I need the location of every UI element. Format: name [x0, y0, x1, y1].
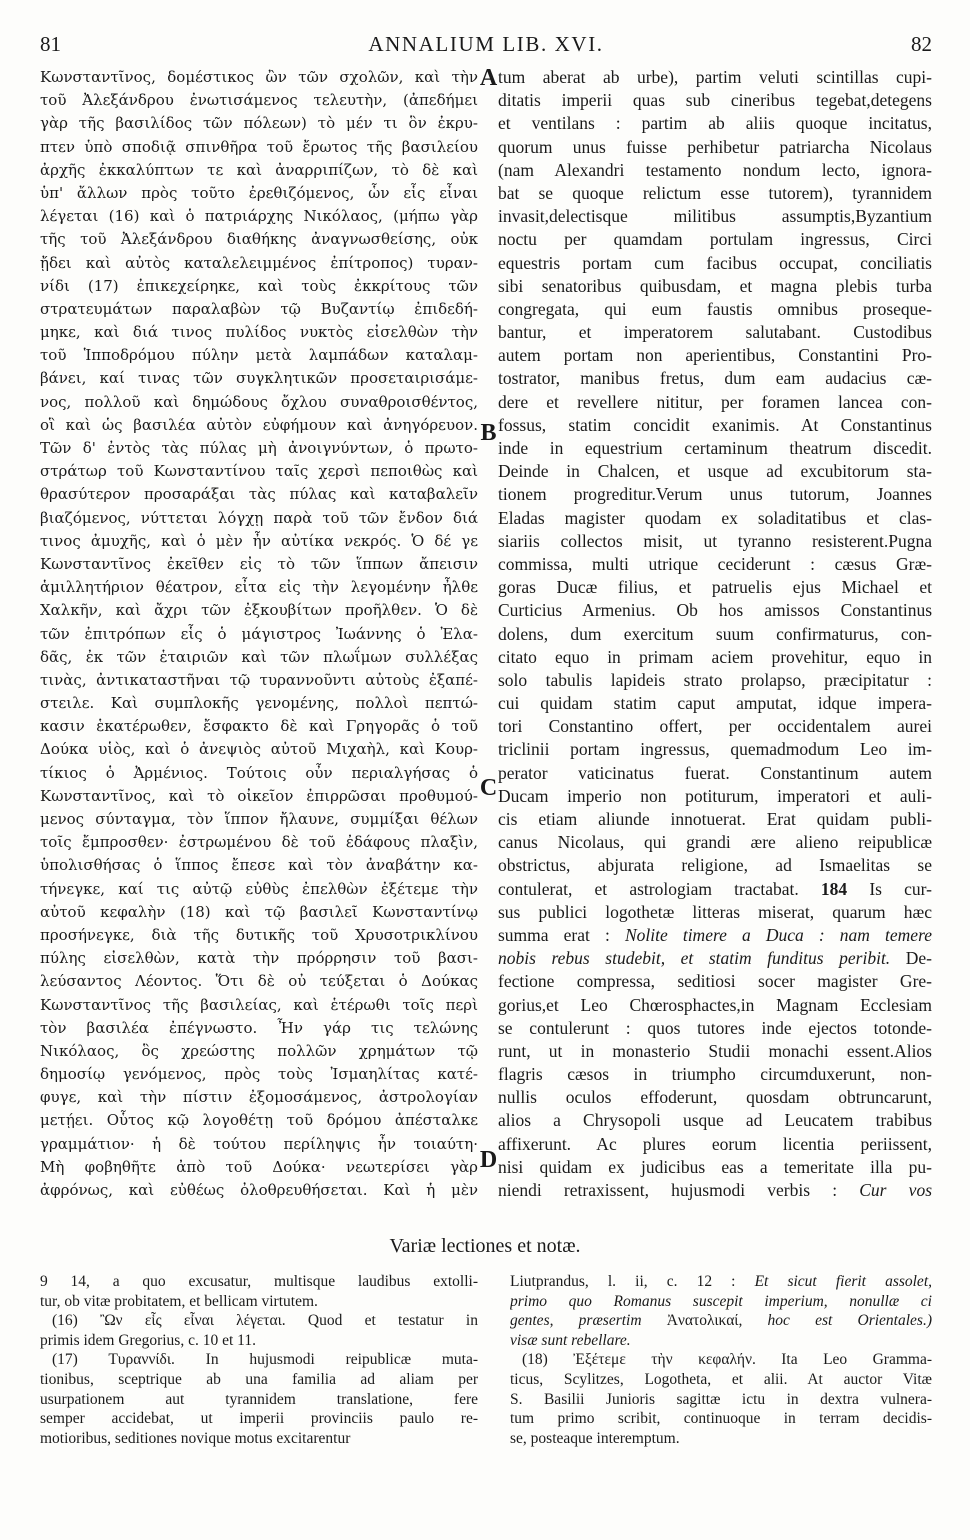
- text-run: tur, ob vitæ probitatem, et bellicam virtutem.: [40, 1292, 318, 1310]
- greek-text-line: [40, 854, 478, 877]
- text-run: γὰρ τῆς βασιλίδος τῶν πόλεων) τὸ μέν τι ὃν ἐκρυ-: [40, 114, 478, 133]
- latin-text-line: [498, 599, 932, 622]
- latin-text-line: [498, 1133, 932, 1156]
- text-run: Δούκα υἱὸς, καὶ ὁ ἀνεψιὸς αὐτοῦ Μιχαὴλ, καὶ Κουρ-: [40, 740, 478, 759]
- text-run: fossus, statim concidit exanimis. At Constantinus: [498, 414, 932, 435]
- text-run: γραμμάτιον· ἡ δὲ τούτου περίληψις ἦν τοιαύτη·: [40, 1134, 478, 1153]
- latin-text-line: [498, 228, 932, 251]
- latin-text-line: [498, 623, 932, 646]
- greek-text-line: [40, 321, 478, 344]
- latin-text-line: [498, 205, 932, 228]
- latin-text-line: [498, 530, 932, 553]
- text-run: τίκιος ὁ Ἀρμένιος. Τούτοις οὖν περιαλγήσας ὁ: [40, 763, 478, 782]
- greek-text-line: [40, 553, 478, 576]
- note-line: [510, 1429, 932, 1449]
- greek-text-line: [40, 507, 478, 530]
- italic-text: nobis rebus studebit, et statim funditus peribit.: [498, 948, 891, 969]
- greek-text-line: [40, 391, 478, 414]
- note-line: [510, 1292, 932, 1312]
- margin-marker-a: A: [479, 65, 498, 91]
- text-run: obstrictus, abjurata religione, ad Ismaelitas se: [498, 855, 932, 876]
- text-run: Curticius Armenius. Ob hos amissos Constantinus: [498, 600, 932, 621]
- note-line: [40, 1370, 478, 1390]
- text-run: πτεν ὑπὸ σποδιᾷ σπινθῆρα τοῦ ἔρωτος τῆς βασιλείου: [40, 137, 478, 156]
- note-paragraph: [40, 1350, 478, 1448]
- latin-text-line: [498, 994, 932, 1017]
- greek-text-column: [40, 66, 478, 1202]
- page-number-left: 81: [40, 32, 61, 56]
- greek-text-line: [40, 182, 478, 205]
- text-run: tionibus, sceptrique ab una familia ad aliam per: [40, 1370, 478, 1388]
- text-run: τινος ἀμυχῆς, καὶ ὁ μὲν ἦν αὐτίκα νεκρός. Ὁ δέ γε: [40, 531, 478, 550]
- note-paragraph: [510, 1350, 932, 1448]
- latin-text-line: [498, 901, 932, 924]
- text-run: βάνει, καί τινας τῶν συγκλητικῶν προσεταιρισάμε-: [40, 369, 478, 388]
- text-run: se, posteaque interemptum.: [510, 1429, 680, 1447]
- text-run: τινὰς, ἀντικαταστῆναι τῷ τυραννοῦντι αὐτοὺς ἐξαπέ-: [40, 670, 478, 689]
- notes-right-column: [510, 1272, 932, 1448]
- text-run: 9 14, a quo excusatur, multisque laudibus extolli-: [40, 1273, 478, 1290]
- greek-text-line: [40, 808, 478, 831]
- text-run: bat se quoque relictum esse tutorem), tyrannidem: [498, 182, 932, 203]
- margin-marker-d: D: [479, 1147, 498, 1173]
- greek-text-line: [40, 1063, 478, 1086]
- latin-text-line: [498, 1109, 932, 1132]
- text-run: noctu per quamdam portulam ingressus, Circi: [498, 229, 932, 250]
- text-run: λέγεται (16) καὶ ὁ πατριάρχης Νικόλαος, (μήπω γὰρ: [40, 207, 478, 226]
- latin-text-column: [498, 66, 932, 1202]
- greek-text-line: [40, 228, 478, 251]
- latin-text-line: [498, 1086, 932, 1109]
- latin-text-line: [498, 576, 932, 599]
- greek-text-line: [40, 344, 478, 367]
- text-run: primis idem Gregorius, c. 10 et 11.: [40, 1331, 256, 1349]
- running-title: ANNALIUM LIB. XVI.: [368, 32, 604, 56]
- latin-text-line: [498, 89, 932, 112]
- text-run: ἀφρόνως, καὶ εὐθέως ὀλοθρευθήσεται. Καὶ ἡ μὲν: [40, 1181, 478, 1199]
- text-run: sus publici logothetæ litteras miserat, quarum hæc: [498, 901, 932, 922]
- text-run: τὸν βασιλέα ἐπέγνωστο. Ἦν γάρ τις τελώνης: [40, 1018, 478, 1037]
- latin-text-line: [498, 182, 932, 205]
- text-run: πύλης εἰσελθὼν, κατὰ τὴν πρόρρησιν τοῦ βασι-: [40, 949, 478, 968]
- text-run: S. Basilii Junioris sagittæ ictu in dextra vulnera-: [510, 1390, 932, 1408]
- text-run: δημοσίῳ γενόμενος, πρὸς τοὺς Ἰσμαηλίτας κατέ-: [40, 1065, 478, 1084]
- greek-text-line: [40, 205, 478, 228]
- latin-text-line: [498, 460, 932, 483]
- text-run: ὑπ' ἄλλων πρὸς τοῦτο ἐρεθιζόμενος, ὧν εἷς εἶναι: [40, 183, 478, 202]
- greek-text-line: [40, 576, 478, 599]
- note-line: [40, 1292, 478, 1312]
- text-run: usurpationem aut tyrannidem translatione, fere: [40, 1390, 478, 1408]
- greek-text-line: [40, 136, 478, 159]
- text-run: runt, ut in monasterio Studii monachi essent.Alios: [498, 1040, 932, 1061]
- text-run: et ventilans : partim ab aliis quoque incitatus,: [498, 113, 932, 134]
- text-run: motioribus, seditiones novique motus excitarentur: [40, 1429, 351, 1447]
- latin-text-line: [498, 762, 932, 785]
- text-run: νίδι (17) ἐπικεχείρηκε, καὶ τοὺς ἐκκρίτους τῶν: [40, 276, 478, 295]
- greek-text-line: [40, 159, 478, 182]
- text-run: θρασύτερον προσαράξαι τὰς πύλας καὶ καταβαλεῖν: [40, 485, 478, 504]
- greek-text-line: [40, 878, 478, 901]
- text-run: Deinde in Chalcen, et usque ad excubitorum sta-: [498, 461, 932, 482]
- text-run: equestris portam cum facibus occupat, conciliatis: [498, 252, 932, 273]
- note-line: [40, 1311, 478, 1331]
- text-run: flagris cæsos in triumpho circumduxerunt, non-: [498, 1064, 932, 1085]
- text-run: Κωνσταντῖνος, δομέστικος ὢν τῶν σχολῶν, καὶ τὴν: [40, 68, 478, 86]
- text-run: bantur, et imperatorem salutabant. Custodibus: [498, 322, 932, 343]
- notes-heading: Variæ lectiones et notæ.: [389, 1235, 581, 1257]
- latin-text-line: [498, 831, 932, 854]
- note-line: [40, 1350, 478, 1370]
- note-paragraph: [40, 1272, 478, 1311]
- margin-marker-c: C: [479, 775, 498, 801]
- note-line: [510, 1390, 932, 1410]
- greek-text-line: [40, 1109, 478, 1132]
- greek-text-line: [40, 762, 478, 785]
- text-run: κασιν ἑκατέρωθεν, ἔσφακτο δὲ καὶ Γρηγορᾶς ὁ τοῦ: [40, 717, 478, 736]
- text-run: tum aberat ab urbe), partim veluti scintillas cupi-: [498, 67, 932, 87]
- text-run: affixerunt. Ac plures eorum licentia periissent,: [498, 1133, 932, 1154]
- text-run: semper accidebat, ut imperii provinciis paulo re-: [40, 1410, 478, 1428]
- text-run: dolens, dum exercitum suum confirmaturus, con-: [498, 623, 932, 644]
- italic-text: visæ sunt rebellare.: [510, 1331, 631, 1349]
- latin-text-line: [498, 854, 932, 877]
- greek-text-line: [40, 1086, 478, 1109]
- text-run: tum primo scribit, continuoque in terram decidis-: [510, 1410, 932, 1428]
- text-run: μετῄει. Οὗτος κῷ λογοθέτῃ τοῦ δρόμου ἀπέσταλκε: [40, 1111, 478, 1130]
- text-run: commissa, multi utrique ceciderunt : cæsus Græ-: [498, 553, 932, 574]
- text-run: Liutprandus, l. ii, c. 12 :: [510, 1273, 755, 1290]
- text-run: τοῦ Ἱπποδρόμου πύλην μετὰ λαμπάδων καταλαμ-: [40, 346, 478, 365]
- text-run: στράτωρ τοῦ Κωνσταντίνου ταῖς χερσὶ πεποιθὼς καὶ: [40, 462, 478, 481]
- note-line: [510, 1409, 932, 1429]
- latin-text-line: [498, 367, 932, 390]
- text-run: inde in equestrium certaminum theatrum discedit.: [498, 438, 932, 458]
- latin-text-line: [498, 252, 932, 275]
- latin-text-line: [498, 1017, 932, 1040]
- italic-text: , hoc est Orientales.): [738, 1312, 932, 1330]
- latin-text-line: [498, 878, 932, 901]
- greek-text-line: [40, 367, 478, 390]
- text-run: νος, πολλοῦ καὶ δημώδους ὄχλου συναθροισθέντος,: [40, 392, 478, 411]
- note-line: [40, 1331, 478, 1351]
- text-run: ᾔδει καὶ αὐτὸς καταλελειμμένος ἐπίτροπος) τυραν-: [40, 253, 478, 272]
- greek-text-line: [40, 530, 478, 553]
- text-run: λεύσαντος Λέοντος. Ὅτι δὲ οὐ τεύξεται ὁ Δούκας: [40, 972, 478, 991]
- text-run: tostrator, manibus fretus, dum eam audacius cæ-: [498, 368, 932, 389]
- greek-text-line: [40, 970, 478, 993]
- greek-text-line: [40, 646, 478, 669]
- text-run: Κωνσταντῖνος τῆς βασιλείας, καὶ ἑτέρωθι τοῖς περὶ: [40, 995, 478, 1014]
- greek-text-line: [40, 66, 478, 89]
- text-run: autem portam non aperientibus, Constantini Pro-: [498, 345, 932, 366]
- text-run: summa erat :: [498, 924, 625, 945]
- text-run: προσήνεγκε, διὰ τῆς δυτικῆς τοῦ Χρυσοτρικλίνου: [40, 925, 478, 944]
- text-run: perator vaticinatus fuerat. Constantinum autem: [498, 762, 932, 783]
- latin-text-line: [498, 414, 932, 437]
- latin-text-line: [498, 970, 932, 993]
- text-run: Ἀνατολικαί: [666, 1312, 739, 1330]
- latin-text-line: [498, 275, 932, 298]
- text-run: (17) Τυραννίδι. In hujusmodi reipublicæ muta-: [52, 1351, 478, 1369]
- text-run: ticus, Scylitzes, Logotheta, et alii. At auctor Vitæ: [510, 1370, 932, 1388]
- greek-text-line: [40, 89, 478, 112]
- text-run: ἁμιλλητήριον θέατρον, εἶτα εἰς τὴν λεγομένην ἦλθε: [40, 578, 478, 597]
- margin-marker-b: B: [480, 420, 497, 446]
- text-run: tionem progreditur.Verum unus tutorum, Joannes: [498, 484, 932, 505]
- text-run: Κωνσταντῖνος, καὶ τὸ οἰκεῖον ἐπιρρῶσαι προθυμού-: [40, 786, 478, 805]
- latin-text-line: [498, 785, 932, 808]
- page-header: [40, 30, 932, 60]
- text-run: siariis collectos misit, ut tyranno resisterent.Pugna: [498, 530, 932, 551]
- text-run: congregata, qui eum faustis omnibus proseque-: [498, 298, 932, 319]
- text-run: μενος σύνταγμα, τὸν ἵππον ἤλαυνε, συμμίξαι θέλων: [40, 810, 478, 828]
- greek-text-line: [40, 1133, 478, 1156]
- italic-text: Cur vos: [859, 1180, 932, 1200]
- italic-text: gentes, præsertim: [510, 1312, 667, 1330]
- text-run: τῆς τοῦ Ἀλεξάνδρου διαθήκης ἀναγνωσθείσης, οὐκ: [40, 230, 478, 249]
- text-run: στειλε. Καὶ συμπλοκῆς γενομένης, πολλοὶ πεπτώ-: [40, 694, 478, 713]
- latin-text-line: [498, 1063, 932, 1086]
- italic-text: Nolite timere a Duca : nam temere: [624, 924, 932, 945]
- greek-text-line: [40, 483, 478, 506]
- bold-text: 184: [820, 878, 848, 899]
- latin-text-line: [498, 947, 932, 970]
- text-run: ἀρχῆς ἐκκαλύπτων τε καὶ ἀναρριπίζων, τὸ δὲ καὶ: [40, 160, 478, 179]
- text-run: cui quidam statim caput amputat, idque impera-: [498, 693, 932, 714]
- note-line: [510, 1272, 932, 1292]
- greek-text-line: [40, 715, 478, 738]
- text-run: Ducam imperio non potiturum, imperatori et auli-: [498, 785, 932, 806]
- latin-text-line: [498, 483, 932, 506]
- italic-text: primo quo Romanus suscepit imperium, nonullæ ci: [510, 1292, 932, 1310]
- text-run: δᾶς, ἐκ τῶν ἑταιριῶν καὶ τῶν πλωΐμων συλλέξας: [40, 647, 478, 666]
- note-line: [510, 1331, 932, 1351]
- latin-text-line: [498, 1156, 932, 1179]
- greek-text-line: [40, 1156, 478, 1179]
- greek-text-line: [40, 112, 478, 135]
- latin-text-line: [498, 553, 932, 576]
- text-run: ditatis imperii quas sub cineribus tegebat,detegens: [498, 90, 932, 111]
- note-line: [40, 1429, 478, 1449]
- latin-text-line: [498, 669, 932, 692]
- greek-text-line: [40, 901, 478, 924]
- text-run: solo tabulis lapideis strato prolapso, præcipitatur :: [498, 669, 932, 690]
- latin-text-line: [498, 391, 932, 414]
- italic-text: Et sicut fierit assolet,: [754, 1273, 932, 1290]
- text-run: gorius,et Leo Chœrosphactes,in Magnam Ecclesiam: [498, 994, 932, 1015]
- greek-text-line: [40, 623, 478, 646]
- text-run: contulerat, et astrologiam tractabat.: [498, 878, 821, 899]
- text-run: canus Nicolaus, qui grandi ære alieno reipublicæ: [498, 832, 932, 853]
- latin-text-line: [498, 112, 932, 135]
- latin-text-line: [498, 924, 932, 947]
- greek-text-line: [40, 1179, 478, 1202]
- text-run: cis etiam aliunde innotuerat. Erat quidam publi-: [498, 809, 932, 829]
- text-run: τοῦ Ἀλεξάνδρου ἐνωτισάμενος τελευτὴν, (ἀπεδήμει: [40, 91, 478, 110]
- text-run: μηκε, καὶ διά τινος πυλίδος νυκτὸς εἰσελθὼν τὴν: [40, 323, 478, 342]
- text-run: dere et revellere nititur, per foramen lancea con-: [498, 391, 932, 412]
- text-run: sibi senatoribus quibusdam, et magna plebis turba: [498, 275, 932, 296]
- note-paragraph: [510, 1272, 932, 1350]
- text-run: Κωνσταντῖνος ἐκεῖθεν εἰς τὸ τῶν ἵππων ἄπεισιν: [40, 554, 478, 573]
- greek-text-line: [40, 785, 478, 808]
- text-run: στρατευμάτων παραλαβὼν τῷ Βυζαντίῳ ἐπιδεδή-: [40, 299, 478, 318]
- greek-text-line: [40, 298, 478, 321]
- text-run: τῶν ἐπιτρόπων εἷς ὁ μάγιστρος Ἰωάννης ὁ Ἐλα-: [40, 624, 478, 643]
- note-line: [510, 1370, 932, 1390]
- greek-text-line: [40, 669, 478, 692]
- greek-text-line: [40, 1040, 478, 1063]
- latin-text-line: [498, 738, 932, 761]
- greek-text-line: [40, 947, 478, 970]
- text-run: Is cur-: [847, 878, 932, 899]
- text-run: Eladas magister quodam ex soladitatibus et clas-: [498, 507, 932, 528]
- text-run: se contulerunt : quos tutores inde ejectos totonde-: [498, 1017, 932, 1038]
- text-run: alios a Chrysopoli usque ad Leucatem trabibus: [498, 1110, 932, 1131]
- greek-text-line: [40, 437, 478, 460]
- text-run: Τῶν δ' ἐντὸς τὰς πύλας μὴ ἀνοιγνύντων, ὁ πρωτο-: [40, 439, 478, 457]
- text-run: quorum unus fuisse perhibetur patriarcha Nicolaus: [498, 136, 932, 157]
- latin-text-line: [498, 136, 932, 159]
- note-line: [40, 1390, 478, 1410]
- greek-text-line: [40, 692, 478, 715]
- greek-text-line: [40, 738, 478, 761]
- greek-text-line: [40, 1017, 478, 1040]
- text-run: τήνεγκε, καί τις αὐτῷ εὐθὺς ἐπελθὼν ἐξέτεμε τὴν: [40, 879, 478, 898]
- greek-text-line: [40, 994, 478, 1017]
- text-run: De-: [890, 948, 932, 969]
- latin-text-line: [498, 159, 932, 182]
- text-run: fectione compressa, seditiosi socer magister Gre-: [498, 971, 932, 992]
- latin-text-line: [498, 298, 932, 321]
- latin-text-line: [498, 1179, 932, 1202]
- text-run: ὑπολισθήσας ὁ ἵππος ἔπεσε καὶ τὸν ἀναβάτην κα-: [40, 856, 478, 875]
- latin-text-line: [498, 715, 932, 738]
- greek-text-line: [40, 831, 478, 854]
- note-line: [510, 1350, 932, 1370]
- text-run: αὐτοῦ κεφαλὴν (18) καὶ τῷ βασιλεῖ Κωνσταντίνῳ: [40, 902, 478, 921]
- text-run: (16) Ὢν εἷς εἶναι λέγεται. Quod et testatur in: [52, 1312, 478, 1330]
- latin-text-line: [498, 692, 932, 715]
- text-run: βιαζόμενος, νύττεται λόγχῃ παρὰ τοῦ τῶν ἔνδον διά: [40, 508, 478, 527]
- text-run: nullis oculos effoderunt, quosdam obtruncarunt,: [498, 1087, 932, 1108]
- latin-text-line: [498, 646, 932, 669]
- latin-text-line: [498, 344, 932, 367]
- text-run: (18) Ἐξέτεμε τὴν κεφαλήν. Ita Leo Gramma-: [522, 1351, 932, 1369]
- latin-text-line: [498, 1040, 932, 1063]
- text-run: Νικόλαος, ὃς χρεώστης πολλῶν χρημάτων τῷ: [40, 1041, 478, 1060]
- note-line: [40, 1272, 478, 1292]
- greek-text-line: [40, 414, 478, 437]
- latin-text-line: [498, 507, 932, 530]
- text-run: Χαλκῆν, καὶ ἄχρι τῶν ἐξκουβίτων προῆλθεν. Ὁ δὲ: [40, 601, 478, 620]
- text-run: niendi retraxissent, hujusmodi verbis :: [498, 1180, 860, 1200]
- text-run: Μὴ φοβηθῆτε ἀπὸ τοῦ Δούκα· νεωτερίσει γὰρ: [40, 1157, 478, 1176]
- note-line: [40, 1409, 478, 1429]
- greek-text-line: [40, 252, 478, 275]
- latin-text-line: [498, 808, 932, 831]
- text-run: nisi quidam ex judicibus eas a temeritate illa pu-: [498, 1156, 932, 1177]
- page-number-right: 82: [911, 32, 932, 56]
- text-run: tori Constantino offert, per occidentalem aurei: [498, 716, 932, 737]
- latin-text-line: [498, 66, 932, 89]
- greek-text-line: [40, 599, 478, 622]
- text-run: invasit,delectisque militibus assumptis,Byzantium: [498, 206, 932, 227]
- text-run: φυγε, καὶ τὴν πίστιν ἐξομοσάμενος, ἀστρολογίαν: [40, 1088, 478, 1107]
- text-run: triclinii portam ingressus, quemadmodum Leo im-: [498, 739, 932, 760]
- text-run: goras Ducæ filius, et patruelis ejus Michael et: [498, 577, 932, 598]
- note-paragraph: [40, 1311, 478, 1350]
- greek-text-line: [40, 924, 478, 947]
- text-run: citato equo in primam aciem provehitur, equo in: [498, 646, 932, 667]
- latin-text-line: [498, 321, 932, 344]
- text-run: (nam Alexandri testamento nondum lecto, ignora-: [498, 159, 932, 180]
- note-line: [510, 1311, 932, 1331]
- latin-text-line: [498, 437, 932, 460]
- text-run: οἳ καὶ ὡς βασιλέα αὐτὸν εὐφήμουν καὶ ἀνηγόρευον.: [40, 415, 478, 434]
- greek-text-line: [40, 275, 478, 298]
- notes-left-column: [40, 1272, 478, 1448]
- greek-text-line: [40, 460, 478, 483]
- text-run: τοῖς ἔμπροσθεν· ἐστρωμένου δὲ τοῦ ἐδάφους πλαξὶν,: [40, 833, 478, 852]
